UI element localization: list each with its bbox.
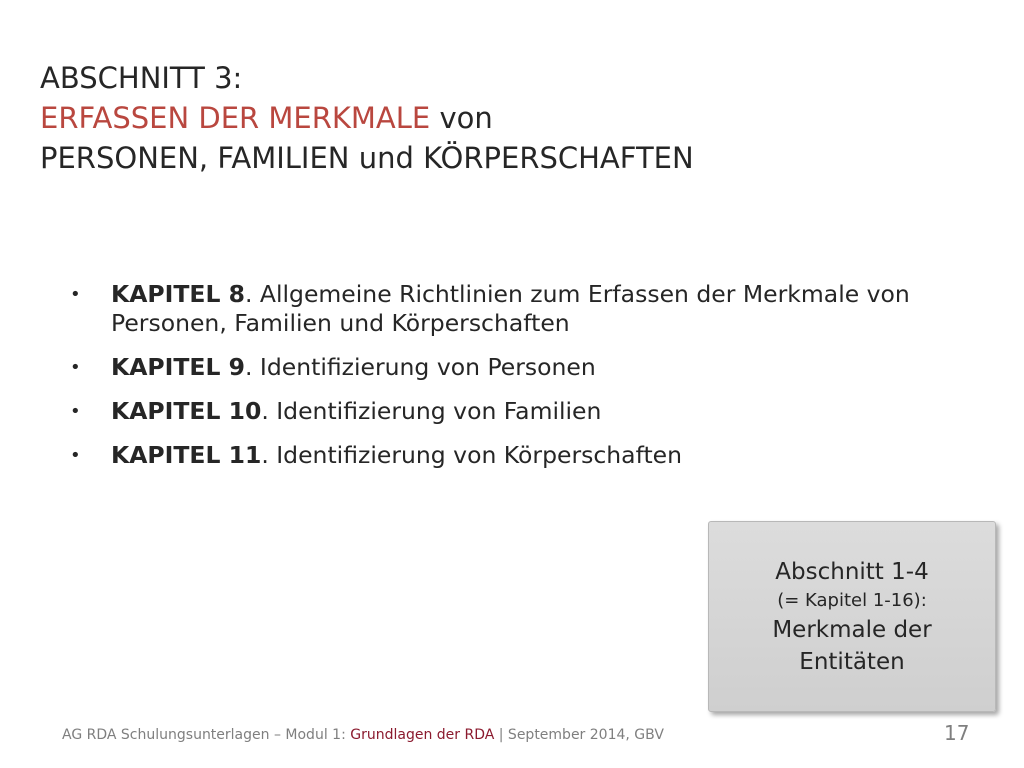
footer-prefix: AG RDA Schulungsunterlagen – Modul 1:	[62, 727, 351, 743]
bullet-icon: •	[70, 445, 81, 466]
callout-line-4: Entitäten	[799, 648, 905, 675]
chapter-text: . Identifizierung von Personen	[244, 353, 596, 381]
title-accent-text: ERFASSEN DER MERKMALE	[40, 101, 431, 135]
callout-line-2: (= Kapitel 1-16):	[777, 589, 927, 611]
callout-line-1: Abschnitt 1-4	[775, 558, 929, 585]
chapter-label: KAPITEL 9	[111, 353, 245, 381]
callout-line-3: Merkmale der	[772, 616, 932, 643]
slide-footer	[62, 726, 664, 744]
title-line-2	[40, 98, 980, 138]
chapter-label: KAPITEL 10	[111, 397, 262, 425]
title-line-3: PERSONEN, FAMILIEN und KÖRPERSCHAFTEN	[40, 141, 694, 175]
list-item	[70, 397, 930, 426]
chapter-label: KAPITEL 11	[111, 441, 262, 469]
title-line-2-rest: von	[430, 101, 493, 135]
footer-suffix: | September 2014, GBV	[494, 727, 664, 743]
bullet-icon: •	[70, 401, 81, 422]
chapter-text: . Identifizierung von Körperschaften	[261, 441, 683, 469]
page-number: 17	[944, 721, 970, 745]
info-callout-box	[708, 521, 996, 712]
title-line-1: ABSCHNITT 3:	[40, 61, 243, 95]
slide-title	[40, 58, 980, 178]
chapter-text: . Allgemeine Richtlinien zum Erfassen der Merkmale von Personen, Familien und Körperschaften	[111, 280, 910, 337]
chapter-text: . Identifizierung von Familien	[261, 397, 602, 425]
list-item	[70, 353, 930, 382]
bullet-icon: •	[70, 357, 81, 378]
bullet-icon: •	[70, 284, 81, 305]
chapter-list	[70, 280, 930, 485]
footer-module-title: Grundlagen der RDA	[350, 727, 495, 743]
list-item	[70, 280, 930, 338]
chapter-label: KAPITEL 8	[111, 280, 245, 308]
list-item	[70, 441, 930, 470]
